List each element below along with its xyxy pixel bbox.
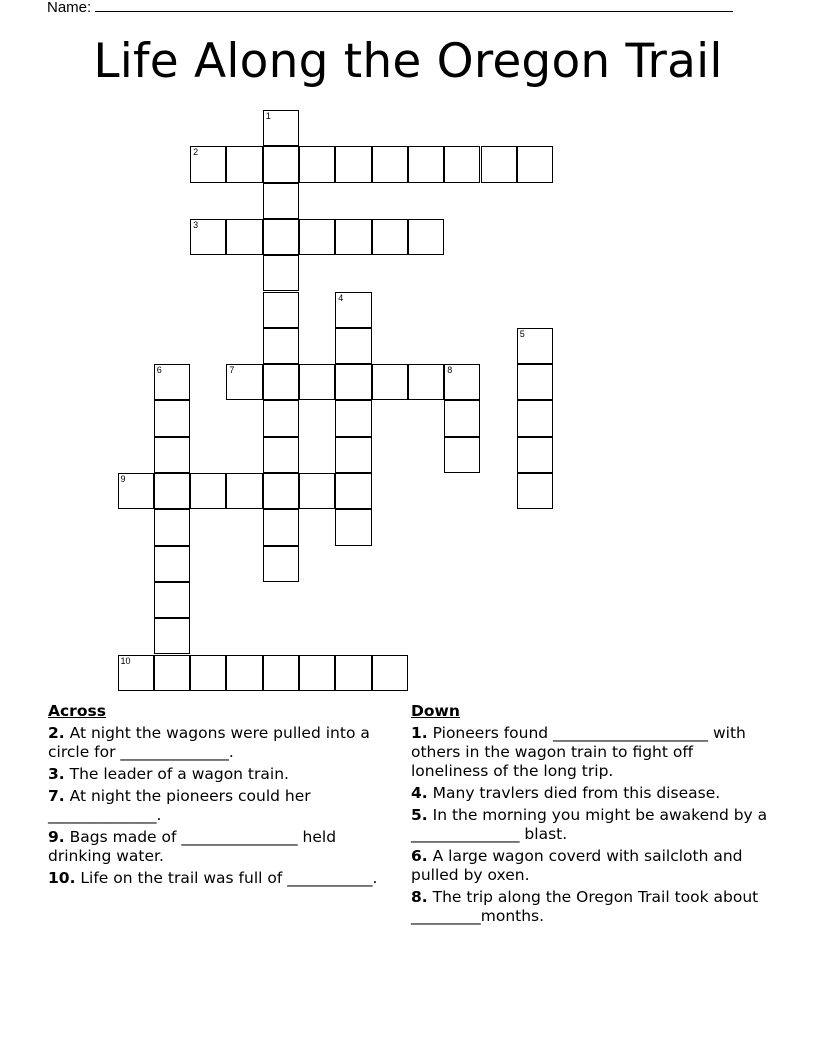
- grid-cell[interactable]: [154, 400, 190, 436]
- grid-cell[interactable]: [335, 437, 371, 473]
- clue-across-3: 3. The leader of a wagon train.: [48, 765, 289, 783]
- grid-cell[interactable]: [263, 473, 299, 509]
- grid-cell[interactable]: [372, 146, 408, 182]
- clue-down-1: 1. Pioneers found ____________________ with others in the wagon train to fight off loneliness of the long trip.: [411, 724, 746, 780]
- grid-cell[interactable]: [263, 328, 299, 364]
- grid-cell[interactable]: [190, 146, 226, 182]
- grid-cell[interactable]: [263, 509, 299, 545]
- grid-cell[interactable]: [299, 364, 335, 400]
- grid-cell[interactable]: [299, 473, 335, 509]
- grid-cell[interactable]: [154, 509, 190, 545]
- grid-cell[interactable]: [517, 364, 553, 400]
- grid-cell[interactable]: [444, 400, 480, 436]
- grid-cell[interactable]: [408, 364, 444, 400]
- down-heading: Down: [411, 702, 460, 720]
- grid-cell[interactable]: [226, 655, 262, 691]
- grid-cell[interactable]: [154, 364, 190, 400]
- grid-cell[interactable]: [517, 400, 553, 436]
- grid-cell[interactable]: [517, 473, 553, 509]
- page-title: Life Along the Oregon Trail: [93, 34, 723, 89]
- clue-number: 10: [120, 655, 131, 666]
- grid-cell[interactable]: [335, 219, 371, 255]
- grid-cell[interactable]: [263, 546, 299, 582]
- grid-cell[interactable]: [299, 655, 335, 691]
- grid-cell[interactable]: [444, 364, 480, 400]
- grid-cell[interactable]: [263, 655, 299, 691]
- grid-cell[interactable]: [481, 146, 517, 182]
- grid-cell[interactable]: [226, 146, 262, 182]
- grid-cell[interactable]: [335, 400, 371, 436]
- across-clues: [48, 700, 393, 891]
- clue-across-2: 2. At night the wagons were pulled into a circle for ______________.: [48, 724, 370, 761]
- grid-cell[interactable]: [118, 473, 154, 509]
- grid-cell[interactable]: [226, 219, 262, 255]
- grid-cell[interactable]: [408, 219, 444, 255]
- grid-cell[interactable]: [263, 110, 299, 146]
- clue-number: 3: [193, 219, 199, 230]
- clue-across-10: 10. Life on the trail was full of ___________.: [48, 869, 378, 887]
- name-label: Name:: [47, 0, 92, 16]
- grid-cell[interactable]: [226, 364, 262, 400]
- grid-cell[interactable]: [335, 146, 371, 182]
- clue-number: 9: [120, 474, 126, 484]
- grid-cell[interactable]: [263, 183, 299, 219]
- clue-down-4: 4. Many travlers died from this disease.: [411, 784, 721, 802]
- grid-cell[interactable]: [154, 546, 190, 582]
- grid-cell[interactable]: [190, 219, 226, 255]
- grid-cell[interactable]: [444, 437, 480, 473]
- grid-cell[interactable]: [154, 582, 190, 618]
- grid-cell[interactable]: [408, 146, 444, 182]
- clue-down-6: 6. A large wagon coverd with sailcloth and pulled by oxen.: [411, 847, 743, 884]
- down-clues: [411, 700, 771, 929]
- grid-cell[interactable]: [299, 146, 335, 182]
- clue-down-5: 5. In the morning you might be awakend by a ______________ blast.: [411, 806, 768, 843]
- clue-number: 6: [156, 365, 162, 376]
- grid-cell[interactable]: [335, 509, 371, 545]
- clue-number: 5: [519, 328, 525, 339]
- grid-cell[interactable]: [372, 655, 408, 691]
- grid-cell[interactable]: [263, 219, 299, 255]
- grid-cell[interactable]: [444, 146, 480, 182]
- grid-cell[interactable]: [263, 364, 299, 400]
- grid-cell[interactable]: [263, 255, 299, 291]
- grid-cell[interactable]: [154, 473, 190, 509]
- grid-cell[interactable]: [335, 292, 371, 328]
- grid-cell[interactable]: [263, 146, 299, 182]
- grid-cell[interactable]: [154, 655, 190, 691]
- grid-cell[interactable]: [335, 364, 371, 400]
- grid-cell[interactable]: [154, 618, 190, 654]
- grid-cell[interactable]: [154, 437, 190, 473]
- grid-cell[interactable]: [335, 328, 371, 364]
- grid-cell[interactable]: [335, 473, 371, 509]
- grid-cell[interactable]: [190, 655, 226, 691]
- grid-cell[interactable]: [190, 473, 226, 509]
- clue-across-9: 9. Bags made of _______________ held drinking water.: [48, 828, 337, 865]
- grid-cell[interactable]: [263, 437, 299, 473]
- grid-cell[interactable]: [335, 655, 371, 691]
- across-heading: Across: [48, 702, 106, 720]
- clue-number: 7: [229, 365, 235, 376]
- grid-cell[interactable]: [372, 219, 408, 255]
- clue-number: 8: [447, 365, 453, 376]
- grid-cell[interactable]: [517, 437, 553, 473]
- grid-cell[interactable]: [517, 328, 553, 364]
- grid-cell[interactable]: [372, 364, 408, 400]
- clue-number: 2: [193, 147, 199, 158]
- grid-cell[interactable]: [118, 655, 154, 691]
- grid-cell[interactable]: [517, 146, 553, 182]
- grid-cell[interactable]: [263, 400, 299, 436]
- clue-number: 4: [338, 292, 344, 303]
- grid-cell[interactable]: [226, 473, 262, 509]
- grid-cell[interactable]: [299, 219, 335, 255]
- clue-number: 1: [265, 111, 271, 121]
- clue-down-8: 8. The trip along the Oregon Trail took about _________months.: [411, 888, 759, 925]
- clue-across-7: 7. At night the pioneers could her ______________.: [48, 787, 311, 824]
- grid-cell[interactable]: [263, 292, 299, 328]
